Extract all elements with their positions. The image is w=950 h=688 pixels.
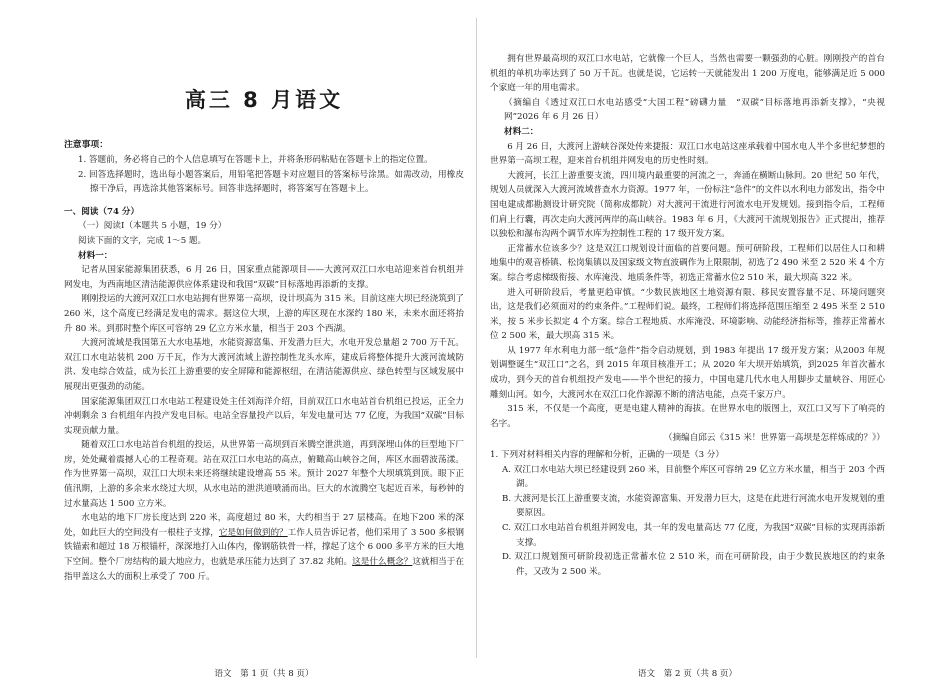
left-body <box>64 138 464 584</box>
paragraph: 刚刚投运的大渡河双江口水电站拥有世界第一高坝，设计坝高为 315 米。目前这座大坝已经浇筑到了 260 米，这个高度已经满足发电的需求。据这位大坝，上游的库区现在水深约 180 米，未来水面还将抬升 80 米。到那时整个库区可容纳 29 亿立方米水量，相当于 203 个西湖。 <box>64 294 464 334</box>
option-a: A. 双江口水电站大坝已经建设到 260 米，目前整个库区可容纳 29 亿立方米水量，相当于 203 个西湖。 <box>502 464 885 490</box>
page-left <box>64 0 464 688</box>
paragraph: 记者从国家能源集团获悉，6 月 26 日，国家重点能源项目——大渡河双江口水电站迎来首台机组并网发电，为西南地区清洁能源供应体系建设和我国“双碳”目标落地再添新的支撑。 <box>64 265 464 290</box>
option-b: B. 大渡河是长江上游重要支流，水能资源富集、开发潜力巨大，这是在此进行河流水电开发规划的重要原因。 <box>502 493 885 519</box>
paragraph <box>64 511 464 584</box>
notice-item: 1. 答题前，务必将自己的个人信息填写在答题卡上，并将条形码粘贴在答题卡上的指定位置。 <box>78 155 433 165</box>
page-divider <box>476 18 477 658</box>
paragraph: 进入可研阶段后，考量更趋审慎。“少数民族地区土地资源有限、移民安置容量不足、环境问题突出，这是我们必须面对的约束条件。”工程师们说。最终，工程师们将选择范围压缩至 2 495 米至 2 510 米，按 5 米步长拟定 4 个方案。综合工程地质、水库淹没、环境影响、动能经济指标等，推荐正常蓄水位 2 500 米，最大坝高 315 米。 <box>490 287 885 342</box>
paragraph: 拥有世界最高坝的双江口水电站，它就像一个巨人，当然也需要一颗强劲的心脏。刚刚投产的首台机组的单机功率达到了 50 万千瓦。也就是说，它运转一天就能发出 1 200 万度电，能够满足近 5 000 个家庭一年的用电需求。 <box>490 54 885 94</box>
paragraph: 6 月 26 日，大渡河上游峡谷深处传来捷报：双江口水电站这座承载着中国水电人半个多世纪梦想的世界第一高坝工程，迎来首台机组并网发电的历史性时刻。 <box>490 141 885 167</box>
option-c: C. 双江口水电站首台机组并网发电，其一年的发电量高达 77 亿度，为我国“双碳”目标的实现再添新支撑。 <box>502 523 885 548</box>
material-1-label: 材料一： <box>78 250 113 261</box>
notice-heading: 注意事项： <box>64 140 108 150</box>
paragraph: 大渡河，长江上游重要支流，四川境内最重要的河流之一，奔涌在横断山脉间。20 世纪 50 年代，规划人员就深入大渡河流域普查水力资源。1977 年，一份标注“急件”的文件以水利电力部发出，指令中国电建成都勘测设计研究院（简称成都院）对大渡河干流进行河流水电开发规划。接到指令后，工程师们肩上行囊，再次走向大渡河两岸的高山峡谷。1983 年 6 月，《大渡河干流规划报告》正式提出，推荐以独松和瀑布沟两个调节水库为控制性工程的 17 级开发方案。 <box>490 170 885 240</box>
page-right <box>490 0 885 688</box>
subsection-heading: （一）阅读Ⅰ（本题共 5 小题，19 分） <box>78 221 227 232</box>
instruction: 阅读下面的文字，完成 1～5 题。 <box>78 235 207 246</box>
underlined-question-1: 它是如何做到的？ <box>218 527 288 538</box>
question-stem: 1. 下列对材料相关内容的理解和分析，正确的一项是（3 分） <box>490 450 724 461</box>
section-heading: 一、阅读（74 分） <box>64 206 140 217</box>
underlined-question-2: 这是什么概念？ <box>352 557 413 568</box>
notice-item: 2. 回答选择题时，选出每小题答案后，用铅笔把答题卡对应题目的答案标号涂黑。如需改动，用橡皮擦干净后，再选涂其他答案标号。回答非选择题时，将答案写在答题卡上。 <box>78 169 464 195</box>
paragraph-text: 工作人员告诉记者，他们采用了 3 500 多根钢铁锚索和超过 18 万根锚杆，深深地打入山体内，像钢筋铁骨一样，撑起了这个 6 000 多平方米的巨大地下空间。整个厂房结构的最大地应力，也就是承压能力达到了 37.82 兆帕。 <box>64 527 464 568</box>
right-body <box>490 52 885 579</box>
paragraph: 从 1977 年水利电力部一纸“急件”指令启动规划，到 1983 年提出 17 级开发方案；从2003 年规划调整诞生“双江口”之名，到 2015 年项目核准开工；从 2020 年大坝开始填筑，到2025 年首次蓄水成功，到今天的首台机组投产发电——半个世纪的接力，中国电建几代水电人用脚步丈量峡谷、用匠心雕刻山河。如今，大渡河水在双江口化作源源不断的清洁电能，点亮千家万户。 <box>490 345 885 400</box>
paragraph: 正常蓄水位该多少？这是双江口规划设计面临的首要问题。预可研阶段，工程师们以居住人口和耕地集中的观音桥镇、松岗集镇以及国家级文物直波碉作为上限限制，初选了2 490 米至 2 520 米 4 个方案。综合考虑梯级衔接、水库淹没、地质条件等，初选正常蓄水位2 510 米，最大坝高 322 米。 <box>490 243 885 283</box>
option-d: D. 双江口规划预可研阶段初选正常蓄水位 2 510 米，而在可研阶段，由于少数民族地区的约束条件，又改为 2 500 米。 <box>502 552 885 577</box>
paragraph: 随着双江口水电站首台机组的投运，从世界第一高坝到百米腾空泄洪道，再到深埋山体的巨型地下厂房，处处藏着震撼人心的工程奇观。站在双江口水电站的高点，俯瞰高山峡谷之间，库区水面碧波荡漾。作为世界第一高坝，双江口大坝未来还将继续建设增高 55 米。预计 2027 年整个大坝填筑到顶。眼下正值汛期，上游的多余来水绕过大坝，从水电站的泄洪道喷涌而出。巨大的水流腾空飞起近百米，每秒钟的过水量高达 1 500 立方米。 <box>64 440 464 509</box>
source-citation-2: （摘编自邱云《315 米！世界第一高坝是怎样炼成的？》） <box>663 433 885 444</box>
paragraph: 315 米，不仅是一个高度，更是电建人精神的海拔。在世界水电的版图上，双江口又写下了响亮的名字。 <box>490 404 885 429</box>
material-2-label: 材料二： <box>504 126 539 137</box>
paragraph: 大渡河流域是我国第五大水电基地，水能资源富集、开发潜力巨大，水电开发总量超 2 700 万千瓦。双江口水电站装机 200 万千瓦，作为大渡河流域上游控制性龙头水库，建成后将整体提升大渡河流域防洪、发电综合效益，成为长江上游重要的安全屏障和能源枢纽，在清洁能源供应、绿色转型与区域发展中展现出更强劲的动能。 <box>64 338 464 392</box>
page-title: 高三 8 月语文 <box>184 88 344 112</box>
paragraph-text: 这就相当于在指甲盖这么大的面积上承受了 700 斤。 <box>64 557 464 582</box>
footer-right: 语文 第 2 页（共 8 页） <box>637 669 738 679</box>
paragraph: 国家能源集团双江口水电站工程建设处主任刘海洋介绍，目前双江口水电站首台机组已投运，正全力冲刺剩余 3 台机组年内投产发电目标。电站全容量投产以后，年发电量可达 77 亿度，为我国“双碳”目标实现贡献力量。 <box>64 396 464 436</box>
source-citation-1: （摘编自《透过双江口水电站感受“大国工程”磅礴力量 “双碳”目标落地再添新支撑》，“央视网”2026 年 6 月 26 日） <box>504 97 885 123</box>
paragraph-text: 水电站的地下厂房长度达到 220 米，高度超过 80 米，大约相当于 27 层楼高。在地下200 米的深处，如此巨大的空间没有一根柱子支撑， <box>64 513 464 538</box>
footer-left: 语文 第 1 页（共 8 页） <box>214 669 314 679</box>
